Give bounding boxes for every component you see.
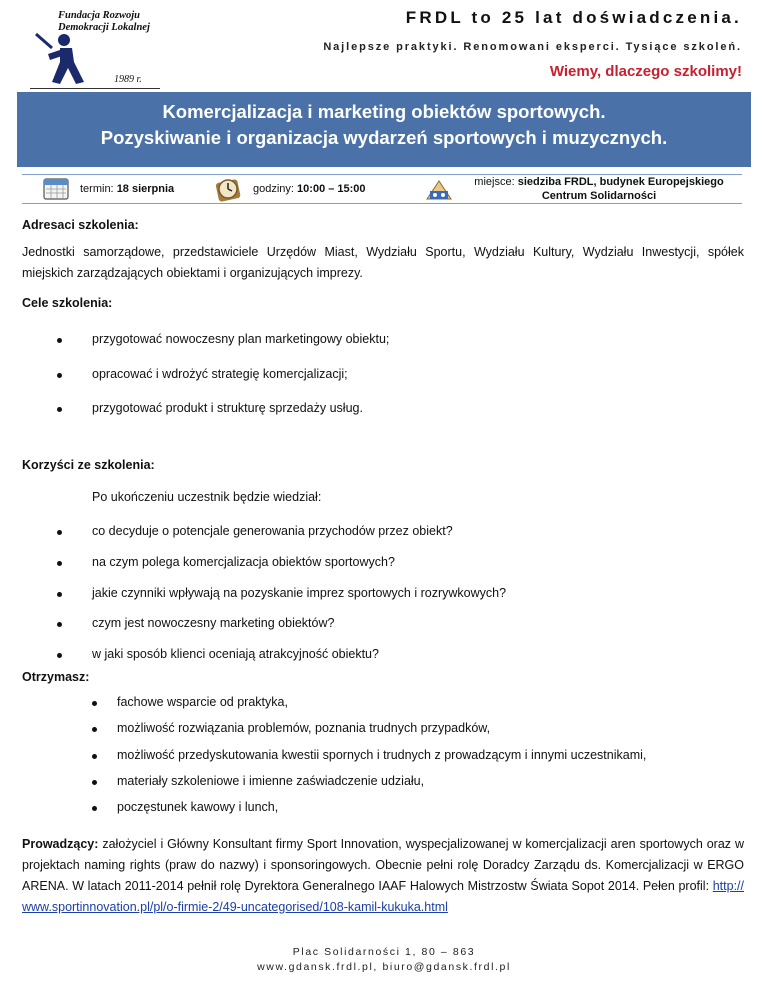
receive-heading: Otrzymasz:	[22, 670, 90, 684]
trainer-profile-link[interactable]: http://www.sportinnovation.pl/pl/o-firmie-2/49-uncategorised/108-kamil-kukuka.html	[22, 879, 744, 914]
benefit-item: jakie czynniki wpływają na pozyskanie imprez sportowych i rozrywkowych?	[92, 586, 507, 600]
place-info	[454, 175, 744, 203]
hours-info	[253, 183, 366, 195]
receive-item: poczęstunek kawowy i lunch,	[117, 800, 279, 814]
benefit-item: na czym polega komercjalizacja obiektów sportowych?	[92, 555, 395, 569]
clock-icon	[214, 175, 242, 203]
header-subtitle: Najlepsze praktyki. Renomowani eksperci. Tysiące szkoleń.	[323, 41, 742, 53]
goal-item: przygotować nowoczesny plan marketingowy obiektu;	[92, 332, 390, 346]
bullet	[92, 754, 97, 759]
bullet	[57, 561, 62, 566]
goal-item: opracować i wdrożyć strategię komercjalizacji;	[92, 367, 348, 381]
hours-value: 10:00 – 15:00	[297, 183, 366, 195]
date-label: termin:	[80, 183, 114, 195]
place-value-line2: Centrum Solidarności	[541, 190, 657, 202]
bullet	[57, 622, 62, 627]
logo-underline	[30, 88, 160, 89]
footer-contact: www.gdansk.frdl.pl, biuro@gdansk.frdl.pl	[257, 961, 511, 973]
runner-logo-icon	[32, 28, 92, 88]
course-title-line2: Pozyskiwanie i organizacja wydarzeń sportowych i muzycznych.	[100, 127, 668, 148]
date-info	[80, 183, 174, 195]
location-icon	[424, 175, 454, 203]
benefits-heading: Korzyści ze szkolenia:	[22, 458, 155, 472]
calendar-icon	[42, 175, 70, 201]
bullet	[57, 592, 62, 597]
frdl-logo	[30, 8, 160, 92]
audience-text: Jednostki samorządowe, przedstawiciele Urzędów Miast, Wydziału Sportu, Wydziału Kultury, Wydziału Inwestycji, spółek miejskich zarządzających obiektami i organizujących imprezy.	[22, 245, 744, 280]
logo-name-line2: Demokracji Lokalnej	[58, 22, 150, 33]
course-title-banner	[17, 92, 751, 167]
benefit-item: czym jest nowoczesny marketing obiektów?	[92, 616, 335, 630]
bullet	[57, 530, 62, 535]
course-title-line1: Komercjalizacja i marketing obiektów sportowych.	[162, 101, 606, 122]
footer-address: Plac Solidarności 1, 80 – 863	[292, 946, 476, 958]
bullet	[57, 338, 62, 343]
place-value-line1: siedziba FRDL, budynek Europejskiego	[517, 176, 724, 188]
trainer-label: Prowadzący:	[22, 837, 99, 851]
header-tagline: Wiemy, dlaczego szkolimy!	[549, 63, 742, 80]
receive-item: fachowe wsparcie od praktyka,	[117, 695, 288, 709]
trainer-text: założyciel i Główny Konsultant firmy Sport Innovation, wyspecjalizowanej w komercjalizacji aren sportowych oraz w projektach naming rights (praw do nazwy) i sponsoringowych. Obecnie pełni rolę Doradcy Zarządu ds. Komercjalizacji w ERGO ARENA. W latach 2011-2014 pełnił rolę Dyrektora Generalnego IAAF Halowych Mistrzostw Świata Sopot 2014. Pełen profil:	[22, 837, 744, 893]
bullet	[57, 653, 62, 658]
hours-label: godziny:	[253, 183, 294, 195]
bullet	[92, 806, 97, 811]
date-value: 18 sierpnia	[116, 183, 175, 195]
header-title: FRDL to 25 lat doświadczenia.	[405, 8, 742, 27]
benefit-item: w jaki sposób klienci oceniają atrakcyjność obiektu?	[92, 647, 379, 661]
bullet	[92, 727, 97, 732]
bullet	[92, 780, 97, 785]
bullet	[57, 373, 62, 378]
goal-item: przygotować produkt i strukturę sprzedaży usług.	[92, 401, 363, 415]
benefit-item: co decyduje o potencjale generowania przychodów przez obiekt?	[92, 524, 453, 538]
info-bottom-rule	[22, 203, 742, 204]
place-label: miejsce:	[474, 176, 515, 188]
logo-name-line1: Fundacja Rozwoju	[58, 10, 140, 21]
audience-heading: Adresaci szkolenia:	[22, 218, 139, 232]
logo-year: 1989 r.	[114, 74, 142, 85]
trainer-paragraph	[22, 834, 744, 918]
receive-item: materiały szkoleniowe i imienne zaświadczenie udziału,	[117, 774, 425, 788]
goals-heading: Cele szkolenia:	[22, 296, 113, 310]
bullet	[92, 701, 97, 706]
bullet	[57, 407, 62, 412]
receive-item: możliwość przedyskutowania kwestii spornych i trudnych z prowadzącym i innymi uczestnikami,	[117, 748, 647, 762]
benefits-intro: Po ukończeniu uczestnik będzie wiedział:	[92, 490, 322, 504]
receive-item: możliwość rozwiązania problemów, poznania trudnych przypadków,	[117, 721, 491, 735]
